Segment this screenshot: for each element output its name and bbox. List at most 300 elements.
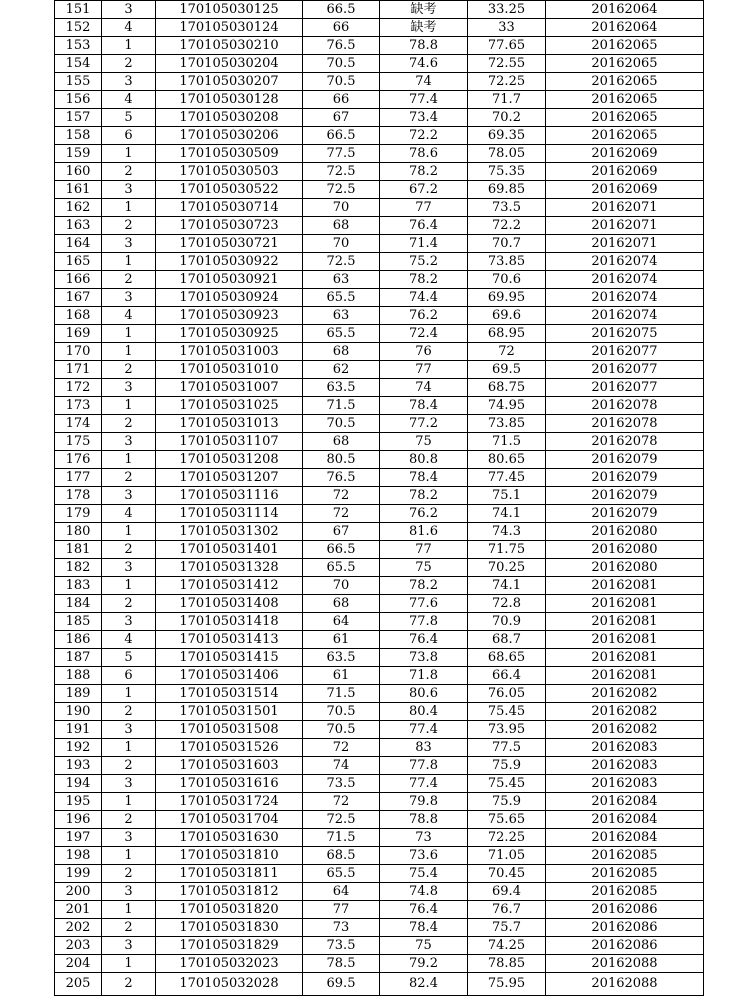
table-row: [55, 1, 704, 19]
interview-score-cell: 77.6: [380, 595, 468, 613]
written-score-cell: 67: [303, 523, 380, 541]
rank-cell: 3: [102, 829, 156, 847]
rank-cell: 1: [102, 397, 156, 415]
written-score-cell: 70.5: [303, 415, 380, 433]
position-code-cell: 20162081: [546, 577, 704, 595]
serial-cell: 202: [55, 919, 102, 937]
table-row: [55, 613, 704, 631]
written-score-cell: 66: [303, 19, 380, 37]
serial-cell: 161: [55, 181, 102, 199]
exam-id-cell: 170105030204: [156, 55, 303, 73]
interview-score-cell: 72.4: [380, 325, 468, 343]
position-code-cell: 20162084: [546, 793, 704, 811]
serial-cell: 197: [55, 829, 102, 847]
interview-score-cell: 77: [380, 541, 468, 559]
exam-id-cell: 170105031107: [156, 433, 303, 451]
written-score-cell: 63.5: [303, 379, 380, 397]
interview-score-cell: 77.8: [380, 757, 468, 775]
position-code-cell: 20162088: [546, 973, 704, 996]
position-code-cell: 20162083: [546, 775, 704, 793]
rank-cell: 1: [102, 145, 156, 163]
rank-cell: 2: [102, 757, 156, 775]
exam-id-cell: 170105031114: [156, 505, 303, 523]
total-score-cell: 71.5: [468, 433, 546, 451]
written-score-cell: 63: [303, 271, 380, 289]
serial-cell: 152: [55, 19, 102, 37]
written-score-cell: 65.5: [303, 865, 380, 883]
rank-cell: 3: [102, 559, 156, 577]
exam-id-cell: 170105031830: [156, 919, 303, 937]
interview-score-cell: 75.4: [380, 865, 468, 883]
total-score-cell: 77.5: [468, 739, 546, 757]
exam-id-cell: 170105030210: [156, 37, 303, 55]
serial-cell: 201: [55, 901, 102, 919]
table-row: [55, 127, 704, 145]
total-score-cell: 72.25: [468, 73, 546, 91]
table-row: [55, 451, 704, 469]
rank-cell: 2: [102, 811, 156, 829]
written-score-cell: 70: [303, 235, 380, 253]
table-row: [55, 793, 704, 811]
interview-score-cell: 74.4: [380, 289, 468, 307]
interview-score-cell: 78.2: [380, 271, 468, 289]
total-score-cell: 75.45: [468, 775, 546, 793]
interview-score-cell: 76.4: [380, 901, 468, 919]
rank-cell: 3: [102, 937, 156, 955]
written-score-cell: 68: [303, 433, 380, 451]
serial-cell: 198: [55, 847, 102, 865]
interview-score-cell: 78.4: [380, 919, 468, 937]
exam-id-cell: 170105032023: [156, 955, 303, 973]
interview-score-cell: 71.8: [380, 667, 468, 685]
total-score-cell: 69.4: [468, 883, 546, 901]
table-row: [55, 271, 704, 289]
interview-score-cell: 77.4: [380, 775, 468, 793]
table-row: [55, 109, 704, 127]
table-row: [55, 55, 704, 73]
written-score-cell: 61: [303, 631, 380, 649]
total-score-cell: 75.35: [468, 163, 546, 181]
written-score-cell: 76.5: [303, 37, 380, 55]
exam-id-cell: 170105032028: [156, 973, 303, 996]
position-code-cell: 20162082: [546, 685, 704, 703]
written-score-cell: 80.5: [303, 451, 380, 469]
rank-cell: 3: [102, 613, 156, 631]
position-code-cell: 20162065: [546, 91, 704, 109]
position-code-cell: 20162086: [546, 937, 704, 955]
total-score-cell: 71.05: [468, 847, 546, 865]
written-score-cell: 73.5: [303, 937, 380, 955]
position-code-cell: 20162071: [546, 235, 704, 253]
exam-id-cell: 170105031207: [156, 469, 303, 487]
serial-cell: 165: [55, 253, 102, 271]
rank-cell: 3: [102, 433, 156, 451]
total-score-cell: 76.05: [468, 685, 546, 703]
position-code-cell: 20162080: [546, 541, 704, 559]
serial-cell: 177: [55, 469, 102, 487]
position-code-cell: 20162069: [546, 163, 704, 181]
serial-cell: 193: [55, 757, 102, 775]
table-row: [55, 937, 704, 955]
table-row: [55, 973, 704, 996]
rank-cell: 2: [102, 703, 156, 721]
position-code-cell: 20162083: [546, 739, 704, 757]
total-score-cell: 33: [468, 19, 546, 37]
rank-cell: 1: [102, 343, 156, 361]
table-row: [55, 307, 704, 325]
written-score-cell: 68: [303, 595, 380, 613]
serial-cell: 178: [55, 487, 102, 505]
total-score-cell: 80.65: [468, 451, 546, 469]
written-score-cell: 63.5: [303, 649, 380, 667]
exam-id-cell: 170105031514: [156, 685, 303, 703]
exam-id-cell: 170105030207: [156, 73, 303, 91]
total-score-cell: 70.45: [468, 865, 546, 883]
total-score-cell: 74.95: [468, 397, 546, 415]
exam-id-cell: 170105031328: [156, 559, 303, 577]
table-row: [55, 757, 704, 775]
rank-cell: 6: [102, 667, 156, 685]
interview-score-cell: 75: [380, 937, 468, 955]
written-score-cell: 72.5: [303, 811, 380, 829]
total-score-cell: 70.6: [468, 271, 546, 289]
rank-cell: 2: [102, 865, 156, 883]
position-code-cell: 20162065: [546, 73, 704, 91]
position-code-cell: 20162086: [546, 901, 704, 919]
table-row: [55, 469, 704, 487]
written-score-cell: 70.5: [303, 55, 380, 73]
rank-cell: 1: [102, 325, 156, 343]
serial-cell: 167: [55, 289, 102, 307]
exam-id-cell: 170105031415: [156, 649, 303, 667]
rank-cell: 1: [102, 685, 156, 703]
rank-cell: 2: [102, 919, 156, 937]
score-table-body: [55, 1, 704, 996]
table-row: [55, 343, 704, 361]
exam-id-cell: 170105030208: [156, 109, 303, 127]
rank-cell: 5: [102, 109, 156, 127]
exam-id-cell: 170105030924: [156, 289, 303, 307]
exam-id-cell: 170105031003: [156, 343, 303, 361]
interview-score-cell: 76.2: [380, 307, 468, 325]
serial-cell: 166: [55, 271, 102, 289]
table-row: [55, 289, 704, 307]
serial-cell: 151: [55, 1, 102, 19]
exam-id-cell: 170105031412: [156, 577, 303, 595]
interview-score-cell: 73.6: [380, 847, 468, 865]
interview-score-cell: 77.4: [380, 91, 468, 109]
total-score-cell: 69.35: [468, 127, 546, 145]
total-score-cell: 74.1: [468, 505, 546, 523]
position-code-cell: 20162079: [546, 505, 704, 523]
exam-id-cell: 170105031616: [156, 775, 303, 793]
serial-cell: 170: [55, 343, 102, 361]
exam-id-cell: 170105031812: [156, 883, 303, 901]
rank-cell: 1: [102, 451, 156, 469]
interview-score-cell: 79.8: [380, 793, 468, 811]
interview-score-cell: 73.4: [380, 109, 468, 127]
table-row: [55, 523, 704, 541]
table-row: [55, 865, 704, 883]
written-score-cell: 78.5: [303, 955, 380, 973]
total-score-cell: 70.7: [468, 235, 546, 253]
position-code-cell: 20162086: [546, 919, 704, 937]
exam-id-cell: 170105031829: [156, 937, 303, 955]
table-row: [55, 397, 704, 415]
rank-cell: 3: [102, 775, 156, 793]
table-row: [55, 181, 704, 199]
interview-score-cell: 80.6: [380, 685, 468, 703]
written-score-cell: 68: [303, 217, 380, 235]
interview-score-cell: 80.8: [380, 451, 468, 469]
position-code-cell: 20162074: [546, 271, 704, 289]
exam-id-cell: 170105031408: [156, 595, 303, 613]
written-score-cell: 77: [303, 901, 380, 919]
position-code-cell: 20162077: [546, 379, 704, 397]
written-score-cell: 64: [303, 613, 380, 631]
written-score-cell: 61: [303, 667, 380, 685]
rank-cell: 1: [102, 847, 156, 865]
serial-cell: 164: [55, 235, 102, 253]
table-row: [55, 199, 704, 217]
serial-cell: 179: [55, 505, 102, 523]
position-code-cell: 20162079: [546, 451, 704, 469]
table-row: [55, 235, 704, 253]
interview-score-cell: 78.8: [380, 811, 468, 829]
rank-cell: 3: [102, 1, 156, 19]
position-code-cell: 20162085: [546, 847, 704, 865]
table-row: [55, 415, 704, 433]
table-row: [55, 487, 704, 505]
rank-cell: 2: [102, 595, 156, 613]
exam-id-cell: 170105031007: [156, 379, 303, 397]
serial-cell: 203: [55, 937, 102, 955]
rank-cell: 3: [102, 487, 156, 505]
exam-id-cell: 170105031418: [156, 613, 303, 631]
written-score-cell: 70: [303, 199, 380, 217]
interview-score-cell: 78.2: [380, 163, 468, 181]
serial-cell: 171: [55, 361, 102, 379]
exam-id-cell: 170105030922: [156, 253, 303, 271]
position-code-cell: 20162082: [546, 721, 704, 739]
rank-cell: 2: [102, 541, 156, 559]
written-score-cell: 73: [303, 919, 380, 937]
written-score-cell: 65.5: [303, 325, 380, 343]
total-score-cell: 69.95: [468, 289, 546, 307]
serial-cell: 204: [55, 955, 102, 973]
interview-score-cell: 76: [380, 343, 468, 361]
exam-id-cell: 170105030925: [156, 325, 303, 343]
table-row: [55, 631, 704, 649]
interview-score-cell: 83: [380, 739, 468, 757]
written-score-cell: 77.5: [303, 145, 380, 163]
exam-id-cell: 170105030509: [156, 145, 303, 163]
rank-cell: 3: [102, 235, 156, 253]
serial-cell: 189: [55, 685, 102, 703]
table-row: [55, 649, 704, 667]
serial-cell: 156: [55, 91, 102, 109]
interview-score-cell: 78.6: [380, 145, 468, 163]
rank-cell: 4: [102, 307, 156, 325]
rank-cell: 2: [102, 361, 156, 379]
serial-cell: 154: [55, 55, 102, 73]
written-score-cell: 71.5: [303, 685, 380, 703]
total-score-cell: 68.65: [468, 649, 546, 667]
written-score-cell: 70.5: [303, 73, 380, 91]
rank-cell: 2: [102, 163, 156, 181]
table-row: [55, 361, 704, 379]
written-score-cell: 63: [303, 307, 380, 325]
table-row: [55, 703, 704, 721]
serial-cell: 182: [55, 559, 102, 577]
position-code-cell: 20162074: [546, 253, 704, 271]
rank-cell: 1: [102, 577, 156, 595]
interview-score-cell: 77.2: [380, 415, 468, 433]
exam-id-cell: 170105031013: [156, 415, 303, 433]
rank-cell: 1: [102, 793, 156, 811]
written-score-cell: 72: [303, 505, 380, 523]
total-score-cell: 69.85: [468, 181, 546, 199]
interview-score-cell: 77.8: [380, 613, 468, 631]
serial-cell: 195: [55, 793, 102, 811]
written-score-cell: 68.5: [303, 847, 380, 865]
total-score-cell: 69.6: [468, 307, 546, 325]
interview-score-cell: 76.4: [380, 217, 468, 235]
total-score-cell: 77.45: [468, 469, 546, 487]
rank-cell: 2: [102, 55, 156, 73]
interview-score-cell: 74.6: [380, 55, 468, 73]
exam-id-cell: 170105031630: [156, 829, 303, 847]
rank-cell: 1: [102, 199, 156, 217]
serial-cell: 184: [55, 595, 102, 613]
table-row: [55, 955, 704, 973]
written-score-cell: 65.5: [303, 559, 380, 577]
interview-score-cell: 78.8: [380, 37, 468, 55]
rank-cell: 1: [102, 739, 156, 757]
written-score-cell: 72.5: [303, 181, 380, 199]
rank-cell: 2: [102, 271, 156, 289]
position-code-cell: 20162071: [546, 199, 704, 217]
written-score-cell: 67: [303, 109, 380, 127]
total-score-cell: 70.25: [468, 559, 546, 577]
interview-score-cell: 76.2: [380, 505, 468, 523]
table-row: [55, 559, 704, 577]
total-score-cell: 68.75: [468, 379, 546, 397]
interview-score-cell: 78.4: [380, 397, 468, 415]
table-row: [55, 829, 704, 847]
interview-score-cell: 71.4: [380, 235, 468, 253]
exam-id-cell: 170105030921: [156, 271, 303, 289]
rank-cell: 2: [102, 415, 156, 433]
written-score-cell: 62: [303, 361, 380, 379]
position-code-cell: 20162074: [546, 289, 704, 307]
total-score-cell: 69.5: [468, 361, 546, 379]
table-row: [55, 433, 704, 451]
table-row: [55, 253, 704, 271]
position-code-cell: 20162080: [546, 523, 704, 541]
position-code-cell: 20162085: [546, 865, 704, 883]
position-code-cell: 20162064: [546, 1, 704, 19]
table-row: [55, 73, 704, 91]
total-score-cell: 70.9: [468, 613, 546, 631]
table-row: [55, 847, 704, 865]
interview-score-cell: 67.2: [380, 181, 468, 199]
total-score-cell: 72.2: [468, 217, 546, 235]
serial-cell: 181: [55, 541, 102, 559]
exam-id-cell: 170105031501: [156, 703, 303, 721]
written-score-cell: 68: [303, 343, 380, 361]
total-score-cell: 75.95: [468, 973, 546, 996]
serial-cell: 155: [55, 73, 102, 91]
serial-cell: 186: [55, 631, 102, 649]
serial-cell: 192: [55, 739, 102, 757]
position-code-cell: 20162078: [546, 433, 704, 451]
total-score-cell: 75.9: [468, 757, 546, 775]
table-row: [55, 595, 704, 613]
table-row: [55, 811, 704, 829]
rank-cell: 5: [102, 649, 156, 667]
written-score-cell: 72.5: [303, 163, 380, 181]
interview-score-cell: 82.4: [380, 973, 468, 996]
position-code-cell: 20162081: [546, 595, 704, 613]
interview-score-cell: 77: [380, 361, 468, 379]
rank-cell: 4: [102, 631, 156, 649]
interview-score-cell: 73.8: [380, 649, 468, 667]
rank-cell: 4: [102, 19, 156, 37]
exam-id-cell: 170105030522: [156, 181, 303, 199]
rank-cell: 1: [102, 523, 156, 541]
serial-cell: 187: [55, 649, 102, 667]
position-code-cell: 20162069: [546, 145, 704, 163]
exam-id-cell: 170105030125: [156, 1, 303, 19]
serial-cell: 163: [55, 217, 102, 235]
written-score-cell: 70: [303, 577, 380, 595]
serial-cell: 205: [55, 973, 102, 996]
total-score-cell: 76.7: [468, 901, 546, 919]
written-score-cell: 76.5: [303, 469, 380, 487]
table-row: [55, 505, 704, 523]
total-score-cell: 68.7: [468, 631, 546, 649]
interview-score-cell: 74: [380, 379, 468, 397]
written-score-cell: 69.5: [303, 973, 380, 996]
table-row: [55, 19, 704, 37]
rank-cell: 1: [102, 37, 156, 55]
serial-cell: 158: [55, 127, 102, 145]
position-code-cell: 20162085: [546, 883, 704, 901]
exam-id-cell: 170105031508: [156, 721, 303, 739]
total-score-cell: 78.05: [468, 145, 546, 163]
total-score-cell: 75.45: [468, 703, 546, 721]
rank-cell: 2: [102, 217, 156, 235]
serial-cell: 168: [55, 307, 102, 325]
serial-cell: 191: [55, 721, 102, 739]
total-score-cell: 74.25: [468, 937, 546, 955]
rank-cell: 2: [102, 469, 156, 487]
exam-id-cell: 170105031820: [156, 901, 303, 919]
table-row: [55, 217, 704, 235]
total-score-cell: 72: [468, 343, 546, 361]
interview-score-cell: 78.4: [380, 469, 468, 487]
position-code-cell: 20162065: [546, 127, 704, 145]
interview-score-cell: 缺考: [380, 19, 468, 37]
exam-id-cell: 170105030923: [156, 307, 303, 325]
rank-cell: 3: [102, 883, 156, 901]
total-score-cell: 77.65: [468, 37, 546, 55]
exam-id-cell: 170105030128: [156, 91, 303, 109]
serial-cell: 157: [55, 109, 102, 127]
serial-cell: 159: [55, 145, 102, 163]
written-score-cell: 72: [303, 793, 380, 811]
